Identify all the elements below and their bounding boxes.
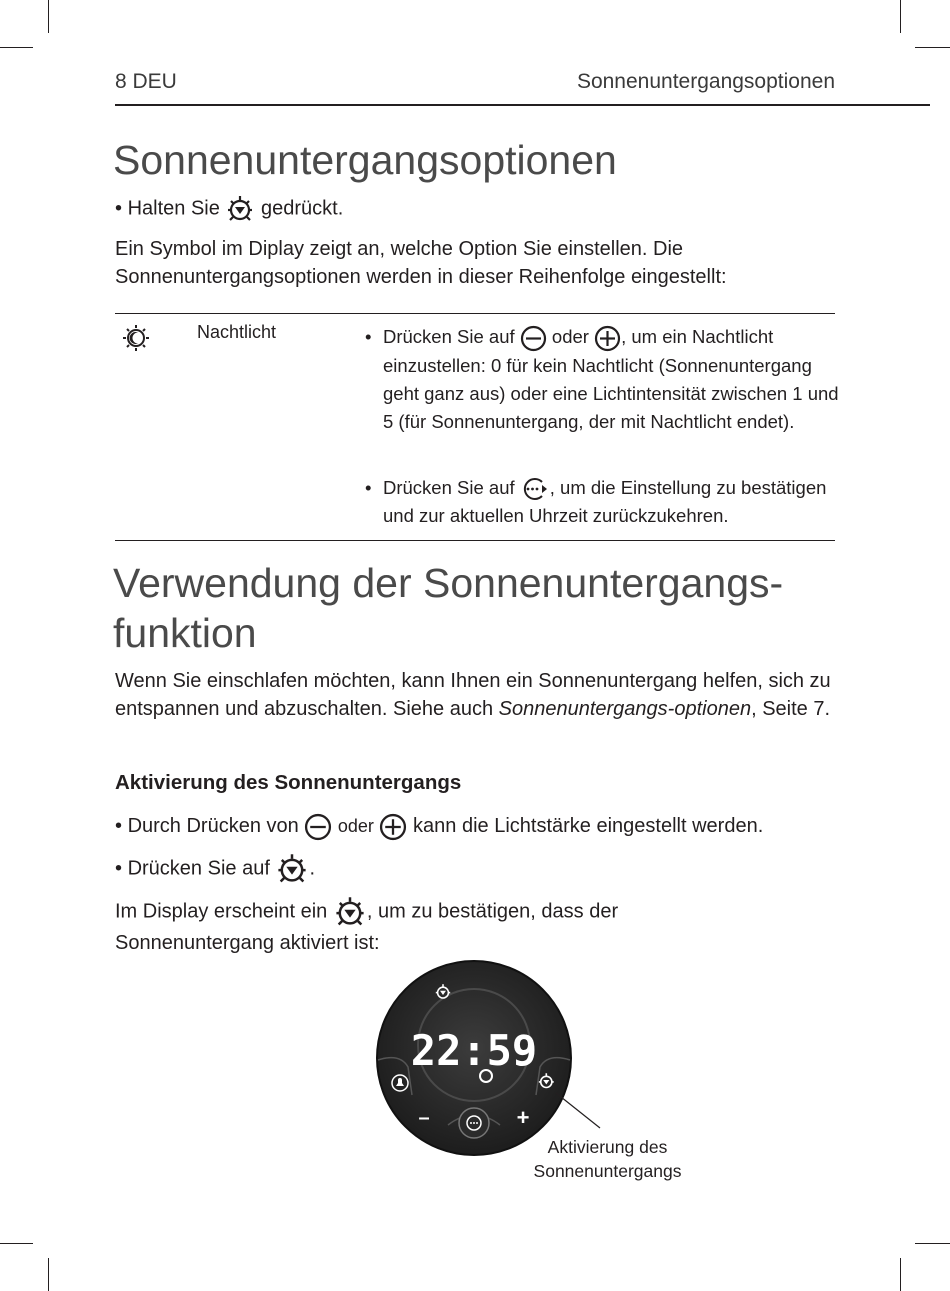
crop-mark: [48, 0, 49, 33]
minus-button[interactable]: –: [418, 1107, 430, 1129]
table-bullet-adjust: • Drücken Sie auf oder , um ein Nachtlicht einzustellen: 0 für kein Nachtlicht (Sonnenuntergang geht ganz aus) oder eine Lichtintensität zwischen 1 und 5 (für Sonnenuntergang, der mit Nachtlicht endet).: [365, 326, 839, 432]
subheading: Aktivierung des Sonnenuntergangs: [115, 771, 462, 794]
crop-mark: [0, 1243, 33, 1244]
device-illustration: [370, 955, 620, 1160]
sunset-icon: [225, 194, 255, 224]
section-title: Verwendung der Sonnenuntergangs- funktion: [113, 560, 784, 656]
sunset-icon: [275, 852, 309, 886]
minus-circle-icon: [520, 325, 547, 352]
header-rule: [115, 104, 930, 106]
night-light-icon: [122, 324, 150, 352]
running-header: Sonnenuntergangsoptionen: [576, 70, 835, 93]
confirm-icon: [520, 476, 550, 502]
callout-line: [556, 1093, 600, 1128]
minus-circle-icon: [304, 813, 332, 841]
table-bullet-confirm: • Drücken Sie auf , um die Einstellung zu bestätigen und zur aktuellen Uhrzeit zurückzukehren.: [365, 477, 827, 527]
display-time: 22:59: [410, 1026, 538, 1075]
plus-circle-icon: [594, 325, 621, 352]
device-caption: Aktivierung des Sonnenuntergangs: [533, 1137, 682, 1181]
crop-mark: [900, 0, 901, 33]
section-title: Sonnenuntergangsoptionen: [113, 137, 617, 183]
table-rule-bottom: [115, 540, 835, 541]
usage-paragraph: Wenn Sie einschlafen möchten, kann Ihnen ein Sonnenuntergang helfen, sich zu entspannen und abzuschalten. Siehe auch Sonnenuntergangs-optionen, Seite 7.: [115, 670, 831, 720]
sunset-press-bullet: • Drücken Sie auf .: [115, 852, 845, 886]
brightness-bullet: • Durch Drücken von oder kann die Lichtstärke eingestellt werden.: [115, 812, 875, 841]
table-rule-top: [115, 313, 835, 314]
plus-button[interactable]: +: [516, 1105, 530, 1130]
hold-bullet: • Halten Sie gedrückt.: [115, 194, 845, 224]
confirm-button[interactable]: [459, 1108, 489, 1138]
crop-mark: [0, 47, 33, 48]
crop-mark: [915, 47, 950, 48]
crop-mark: [915, 1243, 950, 1244]
crop-mark: [48, 1258, 49, 1291]
crop-mark: [900, 1258, 901, 1291]
page-number: 8 DEU: [115, 70, 177, 93]
plus-circle-icon: [379, 813, 407, 841]
table-row-label: Nachtlicht: [197, 322, 277, 342]
display-paragraph: Im Display erscheint ein , um zu bestätigen, dass der Sonnenuntergang aktiviert ist:: [115, 895, 715, 957]
cross-reference[interactable]: Sonnenuntergangs-optionen: [498, 698, 752, 720]
sunset-icon: [333, 895, 367, 929]
intro-paragraph: Ein Symbol im Diplay zeigt an, welche Option Sie einstellen. Die Sonnenuntergangsoptionen werden in dieser Reihenfolge eingestellt:: [115, 238, 727, 288]
